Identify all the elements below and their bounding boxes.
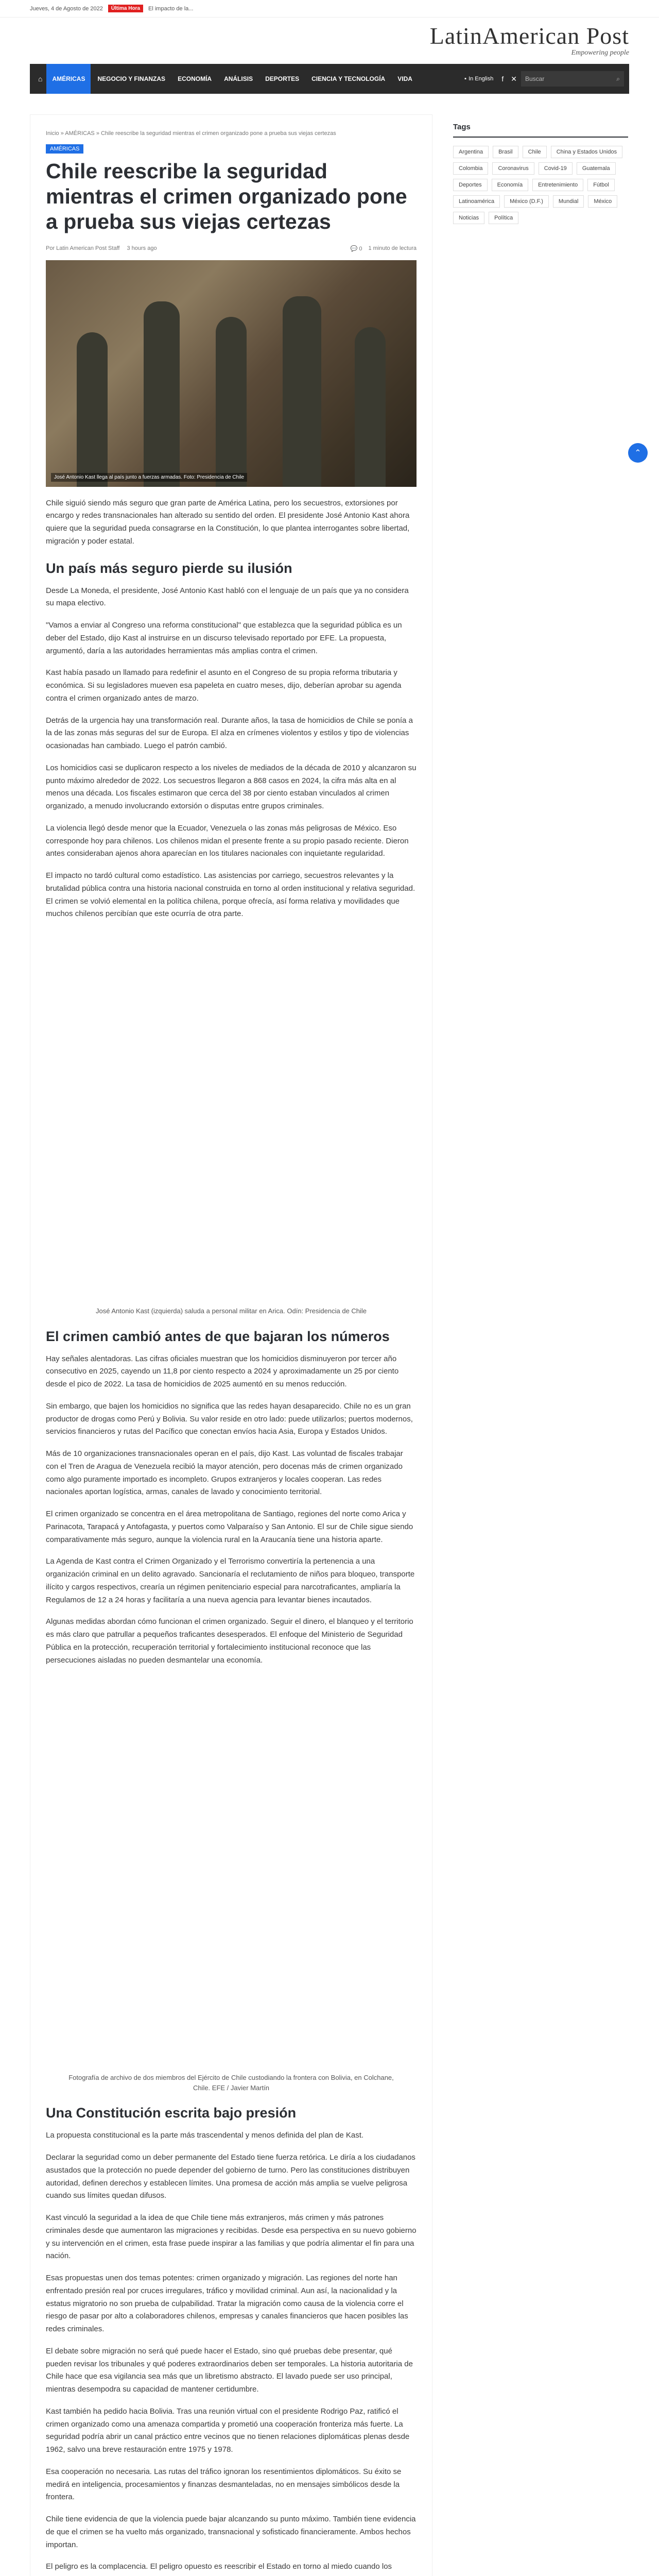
arrow-up-icon: ⌃: [634, 449, 641, 457]
facebook-icon[interactable]: f: [501, 75, 504, 83]
twitter-icon[interactable]: ✕: [511, 74, 517, 83]
logo-name: LatinAmerican Post: [429, 23, 629, 49]
paragraph: "Vamos a enviar al Congreso una reforma constitucional" que establezca que la seguridad pública es un deber del Estado, dijo Kast al instruirse en un discurso televisado reportado por EFE. La propuesta, argumentó, daría a las autoridades herramientas más amplias contra el crimen.: [46, 621, 402, 655]
sidebar-title: Tags: [453, 123, 628, 138]
sidebar-tag[interactable]: Latinoamérica: [453, 195, 500, 208]
sidebar-tag[interactable]: Noticias: [453, 212, 484, 224]
site-logo[interactable]: [430, 24, 629, 57]
sidebar-tag[interactable]: Chile: [523, 146, 547, 158]
section-heading: Una Constitución escrita bajo presión: [46, 2105, 297, 2121]
sidebar-tag[interactable]: Argentina: [453, 146, 489, 158]
image-caption: José Antonio Kast (izquierda) saluda a personal militar en Arica. Odín: Presidencia de Chile: [95, 1307, 367, 1315]
nav-item-deportes[interactable]: DEPORTES: [265, 75, 300, 82]
search-input[interactable]: [521, 71, 624, 87]
sidebar-tag[interactable]: Política: [489, 212, 518, 224]
paragraph: Declarar la seguridad como un deber permanente del Estado tiene fuerza retórica. Le diría a los ciudadanos asustados que la protección no puede depender del gobierno de turno. Pero las constituciones distribuyen autoridad, definen derechos y establecen límites. Una promesa de acción más amplia se vuelve peligrosa cuando sus límites quedan difusos.: [46, 2153, 415, 2200]
paragraph: Desde La Moneda, el presidente, José Antonio Kast habló con el lenguaje de un país que ya no considera su mapa electivo.: [46, 586, 409, 608]
breaking-badge: Última Hora: [108, 5, 143, 12]
paragraph: El debate sobre migración no será qué puede hacer el Estado, sino qué pruebas debe presentar, qué pueden revisar los tribunales y qué poderes extraordinarios deben ser temporales. La historia autoritaria de Chile hace que esa vigilancia sea más que un libretismo abstracto. El lavado puede ser uso principal, mientras desempodra su capacidad de mantener certidumbre.: [46, 2346, 413, 2394]
nav-item-ciencia[interactable]: CIENCIA Y TECNOLOGÍA: [311, 75, 386, 82]
section-heading: El crimen cambió antes de que bajaran los números: [46, 1328, 390, 1344]
hero-caption: José Antonio Kast llega al país junto a fuerzas armadas. Foto: Presidencia de Chile: [51, 473, 247, 482]
nav-item-americas[interactable]: AMÉRICAS: [46, 64, 91, 94]
paragraph: El crimen organizado se concentra en el área metropolitana de Santiago, regiones del norte como Arica y Parinacota, Tarapacá y Antofagasta, y puertos como Valparaíso y San Antonio. El sur de Chile sigue siendo comparativamente más seguro, aunque la violencia rural en la Araucanía tiene una historia aparte.: [46, 1510, 413, 1544]
sidebar-tags: [453, 146, 628, 224]
sidebar-tag[interactable]: Fútbol: [587, 179, 615, 191]
sidebar-tag[interactable]: Brasil: [493, 146, 518, 158]
paragraph: Chile siguió siendo más seguro que gran parte de América Latina, pero los secuestros, extorsiones por encargo y redes transnacionales han alterado su sentido del orden. El presidente José Antonio Kast ahora quiere que la seguridad pueda consagrarse en la Constitución, lo que plantea interrogantes sobre libertad, migración y poder estatal.: [46, 498, 410, 546]
search-icon[interactable]: ⌕: [616, 75, 620, 82]
sidebar-tag[interactable]: Mundial: [553, 195, 584, 208]
article-body: [46, 497, 417, 2576]
paragraph: Algunas medidas abordan cómo funcionan el crimen organizado. Seguir el dinero, el blanqueo y el territorio es más claro que patrullar a pequeños traficantes desesperados. El enfoque del Ministerio de Seguridad Pública en la protección, recuperación territorial y fortalecimiento institucional reconoce que las persecuciones aisladas no pueden desmantelar una economía.: [46, 1617, 413, 1665]
hero-image: [46, 260, 417, 487]
paragraph: Más de 10 organizaciones transnacionales operan en el país, dijo Kast. Las voluntad de fiscales trabajar con el Tren de Aragua de Venezuela recibió la mayor atención, pero docenas más de crimen organizado como algo puramente importado es incompleto. Grupos extranjeros y locales cooperan. Las redes nacionales aportan logística, armas, canales de lavado y conocimiento territorial.: [46, 1449, 403, 1497]
main-nav: [30, 64, 629, 94]
sidebar-tag[interactable]: México: [588, 195, 617, 208]
paragraph: Kast había pasado un llamado para redefinir el asunto en el Congreso de su propia reforma tributaria y económica. Si su legisladores mueven esa papeleta en cuatro meses, dijo, deberían aprobar su agenda contra el crimen organizado antes de marzo.: [46, 668, 402, 703]
paragraph: La violencia llegó desde menor que la Ecuador, Venezuela o las zonas más peligrosas de México. Eso corresponde hoy para chilenos. Los chilenos midan el presente frente a su propio pasado reciente. Dieron antes consideraban ajenos ahora aparecían en los titulares nacionales con inquietante regularidad.: [46, 823, 409, 858]
breadcrumb[interactable]: Inicio » AMÉRICAS » Chile reescribe la seguridad mientras el crimen organizado pone a prueba sus viejas certezas: [46, 130, 336, 137]
nav-item-analisis[interactable]: ANÁLISIS: [224, 75, 253, 82]
paragraph: Chile tiene evidencia de que la violencia puede bajar alcanzando su punto máximo. También tiene evidencia de que el crimen se ha vuelto más organizado, transnacional y sofisticado financieramente. Ambos hechos importan.: [46, 2515, 416, 2549]
publish-time: 3 hours ago: [127, 245, 157, 252]
header: [0, 18, 659, 64]
paragraph: La propuesta constitucional es la parte más trascendental y menos definida del plan de Kast.: [46, 2131, 364, 2140]
paragraph: Kast también ha pedido hacia Bolivia. Tras una reunión virtual con el presidente Rodrigo Paz, ratificó el crimen organizado como una amenaza compartida y prometió una cooperación fronteriza más fuerte. La seguridad podría abrir un canal práctico entre vecinos que no tienen relaciones diplomáticas plenas desde 1962, salvo una breve restauración entre 1975 y 1978.: [46, 2406, 410, 2454]
section-heading: Un país más seguro pierde su ilusión: [46, 560, 292, 576]
sidebar-tag[interactable]: México (D.F.): [504, 195, 549, 208]
back-to-top-button[interactable]: [628, 443, 648, 463]
language-label: In English: [469, 76, 494, 82]
paragraph: La Agenda de Kast contra el Crimen Organizado y el Terrorismo convertiría la pertenencia a una organización criminal en un delito agravado. Sancionaría el reclutamiento de niños para bloqueo, transporte ilícito y cargos respectivos, crearía un régimen penitenciario especial para narcotraficantes, ampliaría la Regulamos de 12 a 24 horas y facilitaría a una nueva agencia para levantar bienes incautados.: [46, 1557, 415, 1604]
category-badge[interactable]: AMÉRICAS: [46, 144, 83, 154]
sidebar-tag[interactable]: Entretenimiento: [532, 179, 583, 191]
article: [30, 114, 432, 2576]
sidebar-tag[interactable]: Colombia: [453, 162, 488, 175]
sidebar-tag[interactable]: Guatemala: [577, 162, 616, 175]
top-bar: [0, 0, 659, 18]
paragraph: Esa cooperación no necesaria. Las rutas del tráfico ignoran los resentimientos diplomáticos. Su éxito se medirá en inteligencia, procesamientos y finanzas desmanteladas, no en mensajes simbólicos desde la frontera.: [46, 2467, 402, 2502]
paragraph: El peligro es la complacencia. El peligro opuesto es reescribir el Estado en torno al miedo cuando los: [46, 2562, 392, 2571]
article-meta: [46, 245, 417, 252]
sidebar-tag[interactable]: Deportes: [453, 179, 488, 191]
nav-item-negocio[interactable]: NEGOCIO Y FINANZAS: [97, 75, 166, 82]
comment-count[interactable]: 💬 0: [350, 245, 362, 252]
image-caption: Fotografía de archivo de dos miembros del Ejército de Chile custodiando la frontera con Bolivia, en Colchane, Chile. EFE / Javier Martín: [68, 2074, 394, 2092]
paragraph: Esas propuestas unen dos temas potentes: crimen organizado y migración. Las regiones del norte han enfrentado presión real por cruces irregulares, tráfico y movilidad criminal. Aun así, la nacionalidad y la estatus migratorio no son prueba de culpabilidad. Tratar la migración como causa de la violencia corre el riesgo de pasar por alto a colaboradores chilenos, empresas y canales financieros que hacen posibles las redes criminales.: [46, 2274, 408, 2334]
article-image: [46, 930, 417, 1301]
flag-icon: ▪: [464, 76, 467, 82]
nav-item-vida[interactable]: VIDA: [397, 75, 412, 82]
sidebar: [453, 114, 628, 2576]
sidebar-tag[interactable]: Economía: [492, 179, 529, 191]
ticker-text[interactable]: El impacto de la...: [148, 5, 194, 12]
sidebar-tag[interactable]: China y Estados Unidos: [551, 146, 622, 158]
paragraph: Detrás de la urgencia hay una transformación real. Durante años, la tasa de homicidios de Chile se ponía a la de las zonas más seguras del sur de Europa. El alza en crímenes violentos y estilos y tipo de violencias ocasionadas han cambiado. Luego el patrón cambió.: [46, 716, 413, 751]
paragraph: El impacto no tardó cultural como estadístico. Las asistencias por carriego, secuestros relevantes y la brutalidad pública contra una historia nacional construida en torno al orden institucional y relativa seguridad. El crimen se volvió elemental en la política chilena, porque ofrecía, así forma relativa y movilidades que muchos chilenos percibían que este ocurría de otra parte.: [46, 871, 415, 919]
article-image: [46, 1676, 417, 2067]
paragraph: Sin embargo, que bajen los homicidios no significa que las redes hayan desaparecido. Chile no es un gran productor de drogas como Perú y Bolivia. Su valor reside en otro lado: puede utilizarlos; puertos modernos, servicios financieros y rutas del Pacífico que conectan envíos hacia Asia, Europa y Estados Unidos.: [46, 1401, 413, 1436]
main-column: [30, 114, 432, 2576]
nav-item-economia[interactable]: ECONOMÍA: [178, 75, 212, 82]
read-time: 1 minuto de lectura: [368, 245, 417, 251]
paragraph: Kast vinculó la seguridad a la idea de que Chile tiene más extranjeros, más crimen y más patrones criminales desde que aumentaron las migraciones y recibidas. Desde esa perspectiva en su nuevo gobierno y su intervención en el crimen, esta frase puede inspirar a las familias y que podría alimentar el fin para una nación.: [46, 2213, 417, 2261]
date-text: Jueves, 4 de Agosto de 2022: [30, 5, 103, 12]
logo-tagline: Empowering people: [571, 49, 629, 57]
author[interactable]: Por Latin American Post Staff: [46, 245, 120, 252]
sidebar-tag[interactable]: Covid-19: [539, 162, 573, 175]
article-title: Chile reescribe la seguridad mientras el crimen organizado pone a prueba sus viejas certezas: [46, 159, 407, 234]
paragraph: Los homicidios casi se duplicaron respecto a los niveles de mediados de la década de 2010 y alcanzaron su punto máximo alrededor de 2022. Los secuestros llegaron a 868 casos en 2024, la cifra más alta en al menos una década. Los fiscales estimaron que cerca del 38 por ciento estaban vinculados al crimen organizado, a menudo involucrando extorsión o disputas entre grupos criminales.: [46, 763, 417, 811]
search-placeholder: Buscar: [525, 75, 545, 82]
paragraph: Hay señales alentadoras. Las cifras oficiales muestran que los homicidios disminuyeron por tercer año consecutivo en 2025, cayendo un 11,8 por ciento respecto a 2024 y aproximadamente un 25 por ciento desde el pico de 2022. La tasa de homicidios de 2025 aumentó en su menos reducción.: [46, 1354, 399, 1389]
home-icon[interactable]: ⌂: [38, 75, 43, 83]
language-switch[interactable]: [460, 76, 497, 82]
sidebar-tag[interactable]: Coronavirus: [492, 162, 534, 175]
